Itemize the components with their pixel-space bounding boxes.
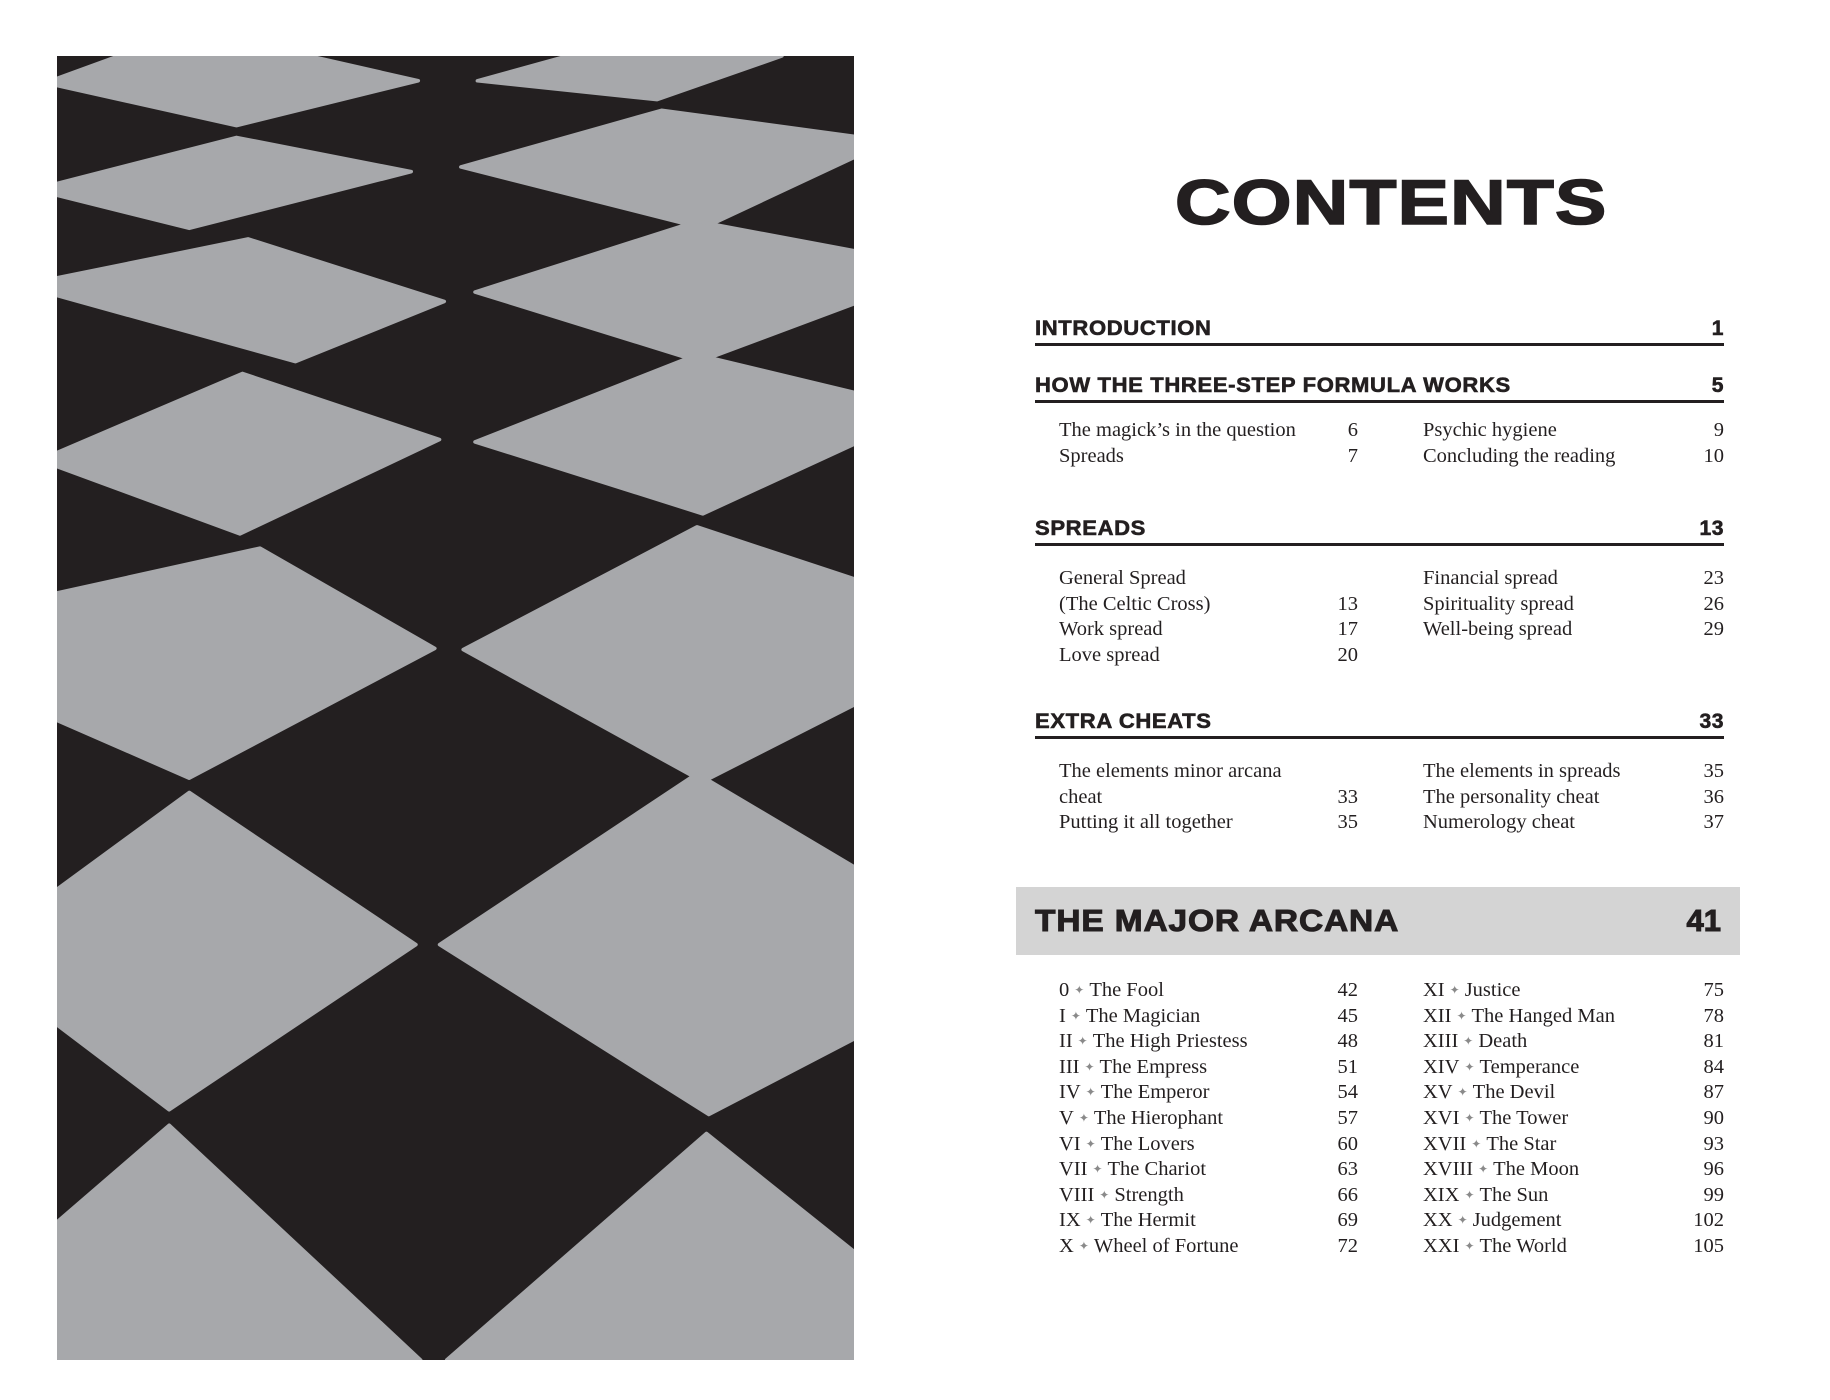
arcana-numeral: VI (1059, 1132, 1081, 1155)
arcana-name: The High Priestess (1092, 1030, 1248, 1053)
entry-title: General Spread (1059, 567, 1186, 589)
arcana-name: The Emperor (1100, 1081, 1210, 1104)
toc-section-spreads[interactable] (1035, 517, 1724, 546)
star-separator-icon: ✦ (1457, 1085, 1468, 1100)
arcana-title (1059, 1157, 1206, 1185)
arcana-numeral: XIII (1423, 1030, 1459, 1053)
arcana-name: Judgement (1472, 1209, 1562, 1232)
arcana-name: Death (1478, 1030, 1528, 1053)
arcana-page: 81 (1703, 1030, 1724, 1053)
arcana-page: 105 (1693, 1234, 1724, 1257)
arcana-title (1423, 1132, 1556, 1160)
entry-page: 33 (1337, 785, 1358, 808)
entry-page: 35 (1703, 760, 1724, 782)
entry-page: 37 (1703, 811, 1724, 834)
arcana-left-column (1059, 978, 1358, 1260)
arcana-title (1059, 1208, 1196, 1236)
arcana-entry[interactable] (1059, 1055, 1358, 1081)
entry-title: The personality cheat (1423, 785, 1600, 808)
arcana-numeral: V (1059, 1106, 1074, 1129)
arcana-page: 93 (1703, 1132, 1724, 1155)
entry-title: Spirituality spread (1423, 592, 1574, 615)
section-page-number: 1 (1711, 317, 1724, 340)
arcana-entry[interactable] (1059, 1183, 1358, 1209)
entries-right-column (1423, 759, 1724, 836)
toc-entry[interactable] (1059, 810, 1358, 836)
arcana-name: The Hierophant (1093, 1106, 1224, 1129)
toc-entry[interactable] (1059, 566, 1358, 592)
arcana-entry[interactable] (1423, 1055, 1724, 1081)
arcana-name: The Lovers (1100, 1132, 1195, 1155)
arcana-name: The Empress (1099, 1055, 1208, 1078)
arcana-page: 48 (1337, 1030, 1358, 1053)
arcana-entry[interactable] (1423, 1080, 1724, 1106)
arcana-name: The Hanged Man (1471, 1004, 1615, 1027)
star-separator-icon: ✦ (1078, 1238, 1089, 1253)
arcana-title (1423, 1183, 1548, 1211)
arcana-page: 42 (1337, 979, 1358, 1001)
arcana-entry[interactable] (1423, 1029, 1724, 1055)
star-separator-icon: ✦ (1471, 1136, 1482, 1151)
arcana-entry[interactable] (1059, 1106, 1358, 1132)
section-title: SPREADS (1035, 517, 1147, 540)
toc-entry[interactable] (1059, 759, 1358, 785)
arcana-entry[interactable] (1059, 1157, 1358, 1183)
arcana-entry[interactable] (1423, 1004, 1724, 1030)
arcana-page: 84 (1703, 1055, 1724, 1078)
entry-title: Psychic hygiene (1423, 419, 1557, 441)
arcana-title (1423, 1157, 1579, 1185)
entry-page: 23 (1703, 567, 1724, 589)
toc-entry[interactable] (1059, 418, 1358, 444)
entry-title: Well-being spread (1423, 618, 1573, 641)
arcana-name: Justice (1464, 979, 1521, 1001)
entry-title: Love spread (1059, 643, 1160, 666)
arcana-numeral: XII (1423, 1004, 1452, 1027)
arcana-page: 63 (1337, 1158, 1358, 1181)
arcana-numeral: II (1059, 1030, 1073, 1053)
entry-title: Numerology cheat (1423, 811, 1575, 834)
star-separator-icon: ✦ (1457, 1213, 1468, 1228)
arcana-title (1059, 1080, 1209, 1108)
toc-entry[interactable] (1423, 444, 1724, 470)
arcana-name: The Sun (1479, 1183, 1549, 1206)
arcana-page: 60 (1337, 1132, 1358, 1155)
section-title: EXTRA CHEATS (1035, 710, 1212, 733)
entry-title: Putting it all together (1059, 811, 1233, 834)
arcana-page: 90 (1703, 1106, 1724, 1129)
arcana-entry[interactable] (1059, 1080, 1358, 1106)
arcana-title (1059, 1234, 1238, 1262)
arcana-title (1059, 1055, 1207, 1083)
arcana-entry[interactable] (1059, 978, 1358, 1004)
star-separator-icon: ✦ (1092, 1162, 1103, 1177)
arcana-page: 54 (1337, 1081, 1358, 1104)
arcana-page: 75 (1703, 979, 1724, 1001)
arcana-title (1423, 1029, 1527, 1057)
arcana-page: 102 (1693, 1209, 1724, 1232)
entry-page: 7 (1347, 444, 1358, 467)
arcana-title (1423, 1055, 1579, 1083)
arcana-numeral: 0 (1059, 979, 1070, 1001)
toc-entry[interactable] (1423, 617, 1724, 643)
star-separator-icon: ✦ (1085, 1085, 1096, 1100)
arcana-title (1423, 1004, 1615, 1032)
arcana-entry[interactable] (1423, 1157, 1724, 1183)
entry-title: (The Celtic Cross) (1059, 592, 1211, 615)
arcana-name: Strength (1114, 1183, 1184, 1206)
arcana-entry[interactable] (1059, 1132, 1358, 1158)
entry-page: 36 (1703, 785, 1724, 808)
section-title: HOW THE THREE-STEP FORMULA WORKS (1035, 374, 1511, 397)
arcana-numeral: XVI (1423, 1106, 1460, 1129)
entry-page: 20 (1337, 643, 1358, 666)
arcana-numeral: XV (1423, 1081, 1453, 1104)
arcana-name: The Star (1486, 1132, 1557, 1155)
arcana-page: 78 (1703, 1004, 1724, 1027)
toc-entry[interactable] (1423, 810, 1724, 836)
arcana-page: 72 (1337, 1234, 1358, 1257)
toc-section-extra-cheats[interactable] (1035, 710, 1724, 739)
arcana-entry[interactable] (1059, 1208, 1358, 1234)
arcana-numeral: I (1059, 1004, 1066, 1027)
arcana-title (1059, 1029, 1248, 1057)
arcana-numeral: XI (1423, 979, 1445, 1001)
arcana-name: The Moon (1493, 1158, 1580, 1181)
arcana-numeral: IV (1059, 1081, 1081, 1104)
arcana-name: The Chariot (1107, 1158, 1207, 1181)
arcana-entry[interactable] (1423, 1234, 1724, 1260)
entry-title: Concluding the reading (1423, 444, 1616, 467)
star-separator-icon: ✦ (1464, 1187, 1475, 1202)
arcana-name: The Hermit (1100, 1209, 1196, 1232)
page-title: CONTENTS (1175, 168, 1608, 238)
toc-entry[interactable] (1059, 444, 1358, 470)
toc-part-major-arcana[interactable] (1016, 887, 1740, 955)
arcana-name: The Tower (1479, 1106, 1569, 1129)
arcana-name: The Fool (1089, 979, 1164, 1001)
section-page-number: 33 (1699, 710, 1724, 733)
toc-entry[interactable] (1059, 617, 1358, 643)
toc-entry[interactable] (1059, 592, 1358, 618)
arcana-title (1059, 1183, 1184, 1211)
arcana-name: The Devil (1472, 1081, 1556, 1104)
entry-page: 29 (1703, 618, 1724, 641)
arcana-page: 99 (1703, 1183, 1724, 1206)
entry-title: Financial spread (1423, 567, 1558, 589)
arcana-title (1059, 978, 1164, 1006)
entries-right-column (1423, 566, 1724, 643)
arcana-numeral: VII (1059, 1158, 1088, 1181)
arcana-entry[interactable] (1423, 1132, 1724, 1158)
arcana-name: Temperance (1479, 1055, 1580, 1078)
arcana-entry[interactable] (1059, 1234, 1358, 1260)
star-separator-icon: ✦ (1456, 1008, 1467, 1023)
arcana-page: 87 (1703, 1081, 1724, 1104)
arcana-numeral: XIX (1423, 1183, 1460, 1206)
arcana-page: 45 (1337, 1004, 1358, 1027)
star-separator-icon: ✦ (1478, 1162, 1489, 1177)
entry-page: 26 (1703, 592, 1724, 615)
entry-page: 17 (1337, 618, 1358, 641)
toc-entry[interactable] (1423, 566, 1724, 592)
arcana-entry[interactable] (1423, 1208, 1724, 1234)
arcana-name: The Magician (1085, 1004, 1201, 1027)
star-separator-icon: ✦ (1099, 1187, 1110, 1202)
arcana-numeral: III (1059, 1055, 1080, 1078)
star-separator-icon: ✦ (1085, 1213, 1096, 1228)
star-separator-icon: ✦ (1449, 983, 1460, 997)
part-title: THE MAJOR ARCANA (1035, 903, 1400, 938)
arcana-entry[interactable] (1423, 978, 1724, 1004)
entry-title: The magick’s in the question (1059, 419, 1296, 441)
star-separator-icon: ✦ (1077, 1034, 1088, 1049)
checkerboard-illustration (57, 56, 854, 1360)
entry-page: 35 (1337, 811, 1358, 834)
toc-section-introduction[interactable] (1035, 317, 1724, 346)
arcana-numeral: VIII (1059, 1183, 1095, 1206)
star-separator-icon: ✦ (1070, 1008, 1081, 1023)
star-separator-icon: ✦ (1084, 1059, 1095, 1074)
arcana-entry[interactable] (1423, 1106, 1724, 1132)
arcana-entry[interactable] (1059, 1004, 1358, 1030)
entries-left-column (1059, 759, 1358, 836)
arcana-title (1423, 1208, 1562, 1236)
arcana-name: Wheel of Fortune (1093, 1234, 1239, 1257)
arcana-name: The World (1479, 1234, 1567, 1257)
section-page-number: 5 (1711, 374, 1724, 397)
arcana-title (1059, 1004, 1200, 1032)
arcana-title (1423, 1080, 1555, 1108)
star-separator-icon: ✦ (1464, 1110, 1475, 1125)
toc-entry[interactable] (1423, 785, 1724, 811)
star-separator-icon: ✦ (1074, 983, 1085, 997)
toc-entry[interactable] (1423, 592, 1724, 618)
arcana-numeral: XXI (1423, 1234, 1460, 1257)
arcana-title (1423, 1106, 1568, 1134)
star-separator-icon: ✦ (1085, 1136, 1096, 1151)
section-page-number: 13 (1699, 517, 1724, 540)
part-page-number: 41 (1686, 903, 1721, 938)
arcana-page: 51 (1337, 1055, 1358, 1078)
entry-page: 9 (1713, 419, 1724, 441)
arcana-title (1059, 1106, 1223, 1134)
entries-left-column (1059, 418, 1358, 469)
arcana-title (1423, 1234, 1567, 1262)
entry-title: Spreads (1059, 444, 1124, 467)
star-separator-icon: ✦ (1463, 1034, 1474, 1049)
toc-entry[interactable] (1059, 643, 1358, 669)
arcana-numeral: XIV (1423, 1055, 1460, 1078)
entry-page: 6 (1347, 419, 1358, 441)
arcana-page: 69 (1337, 1209, 1358, 1232)
arcana-right-column (1423, 978, 1724, 1260)
toc-entry[interactable] (1059, 785, 1358, 811)
arcana-numeral: XVII (1423, 1132, 1467, 1155)
entries-right-column (1423, 418, 1724, 469)
toc-section-three-step-formula[interactable] (1035, 374, 1724, 403)
arcana-page: 96 (1703, 1158, 1724, 1181)
star-separator-icon: ✦ (1464, 1059, 1475, 1074)
arcana-title (1423, 978, 1521, 1006)
arcana-numeral: XX (1423, 1209, 1453, 1232)
arcana-entry[interactable] (1059, 1029, 1358, 1055)
entry-title: Work spread (1059, 618, 1163, 641)
arcana-page: 57 (1337, 1106, 1358, 1129)
arcana-title (1059, 1132, 1195, 1160)
entries-left-column (1059, 566, 1358, 668)
arcana-numeral: X (1059, 1234, 1074, 1257)
entry-page: 10 (1703, 444, 1724, 467)
arcana-entry[interactable] (1423, 1183, 1724, 1209)
toc-entry[interactable] (1423, 759, 1724, 785)
entry-page: 13 (1337, 592, 1358, 615)
entry-title: The elements minor arcana (1059, 760, 1282, 782)
entry-title: cheat (1059, 785, 1103, 808)
checkerboard-graphic (57, 56, 854, 1360)
arcana-numeral: IX (1059, 1209, 1081, 1232)
arcana-page: 66 (1337, 1183, 1358, 1206)
star-separator-icon: ✦ (1464, 1238, 1475, 1253)
entry-title: The elements in spreads (1423, 760, 1621, 782)
section-title: INTRODUCTION (1035, 317, 1212, 340)
arcana-numeral: XVIII (1423, 1158, 1474, 1181)
toc-entry[interactable] (1423, 418, 1724, 444)
star-separator-icon: ✦ (1078, 1110, 1089, 1125)
